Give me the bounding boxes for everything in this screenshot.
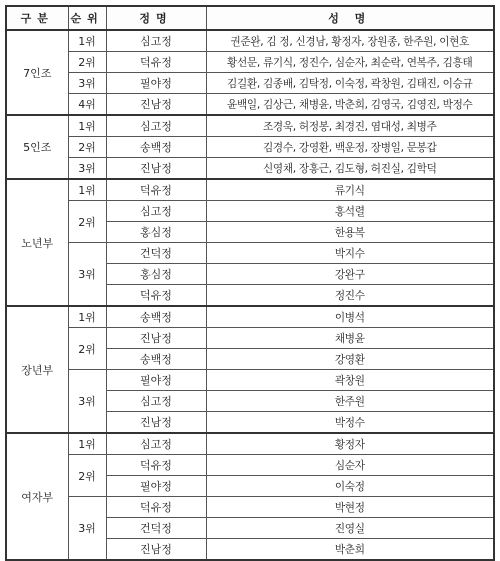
table-row bbox=[6, 201, 494, 222]
table-row bbox=[6, 115, 494, 137]
names-cell: 강영환 bbox=[206, 349, 494, 370]
header-row bbox=[6, 6, 494, 30]
rank-cell: 2위 bbox=[68, 137, 106, 158]
rank-cell: 3위 bbox=[68, 370, 106, 434]
rank-cell: 2위 bbox=[68, 455, 106, 497]
names-cell: 진영실 bbox=[206, 518, 494, 539]
table-row bbox=[6, 306, 494, 328]
table-row bbox=[6, 328, 494, 349]
rank-cell: 4위 bbox=[68, 94, 106, 116]
names-cell: 심순자 bbox=[206, 455, 494, 476]
names-cell: 한용복 bbox=[206, 222, 494, 243]
names-cell: 곽창원 bbox=[206, 370, 494, 391]
team-cell: 심고정 bbox=[106, 201, 206, 222]
table-row bbox=[6, 158, 494, 180]
rank-cell: 1위 bbox=[68, 179, 106, 201]
team-cell: 필야정 bbox=[106, 476, 206, 497]
names-cell: 신영채, 장홍근, 김도형, 허진실, 김학덕 bbox=[206, 158, 494, 180]
team-cell: 덕유정 bbox=[106, 455, 206, 476]
names-cell: 윤백일, 김상근, 채병윤, 박춘희, 김영국, 김영진, 박정수 bbox=[206, 94, 494, 116]
names-cell: 이숙정 bbox=[206, 476, 494, 497]
team-cell: 심고정 bbox=[106, 115, 206, 137]
table-row bbox=[6, 30, 494, 52]
team-cell: 홍심정 bbox=[106, 222, 206, 243]
results-table bbox=[5, 5, 495, 561]
team-cell: 필야정 bbox=[106, 370, 206, 391]
header-division: 구분 bbox=[6, 6, 68, 30]
rank-cell: 3위 bbox=[68, 158, 106, 180]
names-cell: 김경수, 강영환, 백운정, 장병일, 문봉갑 bbox=[206, 137, 494, 158]
names-cell: 이병석 bbox=[206, 306, 494, 328]
team-cell: 필야정 bbox=[106, 73, 206, 94]
table-row bbox=[6, 497, 494, 518]
rank-cell: 3위 bbox=[68, 73, 106, 94]
division-cell: 7인조 bbox=[6, 30, 68, 115]
names-cell: 박춘희 bbox=[206, 539, 494, 561]
header-team: 정명 bbox=[106, 6, 206, 30]
names-cell: 한주원 bbox=[206, 391, 494, 412]
team-cell: 덕유정 bbox=[106, 52, 206, 73]
team-cell: 송백정 bbox=[106, 137, 206, 158]
header-names: 성 명 bbox=[206, 6, 494, 30]
division-cell: 노년부 bbox=[6, 179, 68, 306]
names-cell: 김길환, 김종배, 김탁정, 이숙정, 곽창원, 김태진, 이승규 bbox=[206, 73, 494, 94]
rank-cell: 1위 bbox=[68, 306, 106, 328]
team-cell: 건덕정 bbox=[106, 243, 206, 264]
team-cell: 심고정 bbox=[106, 391, 206, 412]
team-cell: 진남정 bbox=[106, 539, 206, 561]
results-table-wrapper bbox=[5, 5, 493, 561]
table-row bbox=[6, 73, 494, 94]
division-cell: 여자부 bbox=[6, 433, 68, 560]
division-cell: 5인조 bbox=[6, 115, 68, 179]
team-cell: 심고정 bbox=[106, 30, 206, 52]
team-cell: 진남정 bbox=[106, 412, 206, 434]
names-cell: 황선문, 류기식, 정진수, 심순자, 최순락, 연복주, 김흥태 bbox=[206, 52, 494, 73]
division-cell: 장년부 bbox=[6, 306, 68, 433]
names-cell: 홍석렬 bbox=[206, 201, 494, 222]
team-cell: 진남정 bbox=[106, 94, 206, 116]
table-row bbox=[6, 243, 494, 264]
names-cell: 채병윤 bbox=[206, 328, 494, 349]
rank-cell: 1위 bbox=[68, 30, 106, 52]
names-cell: 류기식 bbox=[206, 179, 494, 201]
header-rank: 순위 bbox=[68, 6, 106, 30]
table-row bbox=[6, 137, 494, 158]
rank-cell: 2위 bbox=[68, 201, 106, 243]
team-cell: 덕유정 bbox=[106, 179, 206, 201]
rank-cell: 1위 bbox=[68, 115, 106, 137]
names-cell: 박지수 bbox=[206, 243, 494, 264]
names-cell: 권준완, 김 정, 신경남, 황정자, 장원종, 한주원, 이현호 bbox=[206, 30, 494, 52]
table-row bbox=[6, 455, 494, 476]
table-row bbox=[6, 433, 494, 455]
table-row bbox=[6, 179, 494, 201]
names-cell: 박정수 bbox=[206, 412, 494, 434]
rank-cell: 2위 bbox=[68, 52, 106, 73]
team-cell: 진남정 bbox=[106, 328, 206, 349]
rank-cell: 3위 bbox=[68, 243, 106, 307]
team-cell: 홍심정 bbox=[106, 264, 206, 285]
team-cell: 건덕정 bbox=[106, 518, 206, 539]
names-cell: 황정자 bbox=[206, 433, 494, 455]
team-cell: 덕유정 bbox=[106, 497, 206, 518]
team-cell: 송백정 bbox=[106, 306, 206, 328]
table-row bbox=[6, 94, 494, 116]
names-cell: 박현정 bbox=[206, 497, 494, 518]
rank-cell: 3위 bbox=[68, 497, 106, 561]
table-row bbox=[6, 52, 494, 73]
names-cell: 정진수 bbox=[206, 285, 494, 307]
team-cell: 진남정 bbox=[106, 158, 206, 180]
team-cell: 덕유정 bbox=[106, 285, 206, 307]
rank-cell: 1위 bbox=[68, 433, 106, 455]
table-row bbox=[6, 370, 494, 391]
team-cell: 심고정 bbox=[106, 433, 206, 455]
rank-cell: 2위 bbox=[68, 328, 106, 370]
names-cell: 강완구 bbox=[206, 264, 494, 285]
names-cell: 조경욱, 허정봉, 최경진, 염대성, 최병주 bbox=[206, 115, 494, 137]
team-cell: 송백정 bbox=[106, 349, 206, 370]
